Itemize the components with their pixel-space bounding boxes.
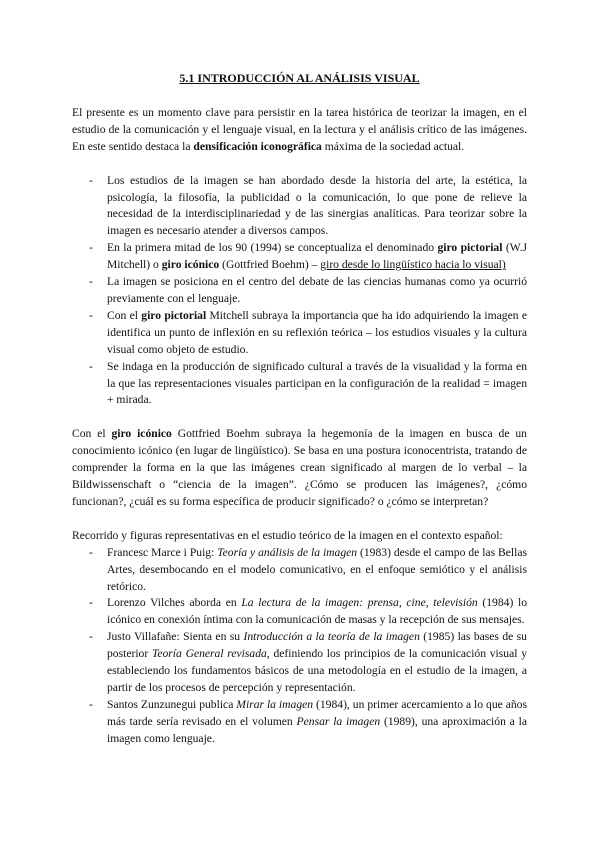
intro-text-1: El presente es un momento clave para persistir en la tarea histórica de teorizar la imagen, en el estudio de la comunicación y el lenguaje visual, en la lectura y el análisis crítico de las imágenes. En este sentido destaca la xyxy=(72,105,527,153)
giro-iconico-paragraph xyxy=(72,426,527,511)
underlined-text: giro desde lo lingüístico hacia lo visual) xyxy=(320,258,506,272)
list-item xyxy=(72,274,527,308)
list-item xyxy=(72,697,527,748)
list-item xyxy=(72,595,527,629)
list-item-text: Lorenzo Vilches aborda en xyxy=(107,596,242,610)
list-item-text: definiendo los principios de la comunicación visual y estableciendo los fundamentos básicos de una metodología en el estudio de la imagen, a partir de los procesos de percepción y representación. xyxy=(107,647,527,694)
recorrido-paragraph: Recorrido y figuras representativas en el estudio teórico de la imagen en el contexto español: xyxy=(72,528,503,542)
book-title: Pensar la imagen xyxy=(296,714,381,728)
list-item-text: Justo Villafañe: Sienta en su xyxy=(107,630,244,644)
list-item-text: Mitchell subraya la importancia que ha ido adquiriendo la imagen e identifica un punto de inflexión en su reflexión teórica – los estudios visuales y la cultura visual como objeto de estudio. xyxy=(107,308,527,356)
intro-bold-term: densificación iconográfica xyxy=(193,139,322,153)
list-item xyxy=(72,240,527,274)
book-title: La lectura de la imagen: prensa, cine, televisión xyxy=(241,596,478,610)
list-item-text: (1985) las bases de su posterior xyxy=(107,630,527,661)
list-item-text: (1984) lo icónico en conexión íntima con la comunicación de masas y la recepción de sus mensajes. xyxy=(107,596,527,627)
document-page xyxy=(72,70,527,748)
book-title: Teoría General revisada, xyxy=(151,647,270,661)
bullet-list-2 xyxy=(72,545,527,748)
list-item-text: (Gottfried Boehm) – xyxy=(219,258,321,272)
list-item-text: Se indaga en la producción de significado cultural a través de la visualidad y la forma en la que las representaciones visuales participan en la configuración de la realidad = imagen + mirada. xyxy=(107,359,527,407)
list-item-text: Santos Zunzunegui publica xyxy=(107,697,237,711)
bold-term: giro icónico xyxy=(111,427,172,441)
list-item-text: Francesc Marce i Puig: xyxy=(107,545,218,559)
list-item xyxy=(72,545,527,596)
list-item xyxy=(72,173,527,241)
list-item-text: La imagen se posiciona en el centro del debate de las ciencias humanas como ya ocurrió previamente con el lenguaje. xyxy=(107,275,527,305)
list-item-text: Los estudios de la imagen se han abordado desde la historia del arte, la estética, la psicología, la filosofía, la publicidad o la comunicación, lo que pone de relieve la necesidad de la interdisciplinariedad y de las sinergias analíticas. Para teorizar sobre la imagen es necesario atender a diversos campos. xyxy=(107,173,527,238)
page-title: 5.1 INTRODUCCIÓN AL ANÁLISIS VISUAL xyxy=(179,71,420,85)
list-item-text: (W.J Mitchell) o xyxy=(107,241,527,272)
spacer xyxy=(72,409,527,426)
bold-term: giro pictorial xyxy=(141,308,207,322)
list-item-text: (1984), un primer acercamiento a lo que años más tarde sería revisado en el volumen xyxy=(107,697,527,728)
list-item xyxy=(72,308,527,359)
book-title: Teoría y análisis de la imagen xyxy=(217,545,358,559)
list-item xyxy=(72,629,527,697)
paragraph-text: Con el xyxy=(72,427,112,441)
book-title: Mirar la imagen xyxy=(236,697,314,711)
spacer xyxy=(72,156,527,173)
bullet-list-1 xyxy=(72,173,527,410)
intro-paragraph xyxy=(72,105,527,156)
paragraph-text: Gottfried Boehm subraya la hegemonía de la imagen en busca de un conocimiento icónico (en lugar de lingüístico). Se basa en una postura iconocentrista, tratando de comprender la forma en la que las imágenes crean significado al margen de lo verbal – la Bildwissenschaft o “ciencia de la imagen”. ¿Cómo se producen las imágenes?, ¿cómo funcionan?, ¿cuál es su forma específica de producir significado? o ¿cómo se interpretan? xyxy=(72,427,527,508)
bold-term: giro icónico xyxy=(161,258,220,272)
list-item-text: (1983) desde el campo de las Bellas Artes, desembocando en el modelo comunicativo, en el enfoque semiótico y el análisis retórico. xyxy=(107,545,527,593)
intro-text-2: máxima de la sociedad actual. xyxy=(321,139,465,153)
list-item-text: (1989), una aproximación a la imagen como lenguaje. xyxy=(107,714,527,745)
spacer xyxy=(72,511,527,528)
bold-term: giro pictorial xyxy=(437,241,503,255)
list-item-text: Con el xyxy=(107,308,142,322)
list-item xyxy=(72,359,527,410)
list-item-text: En la primera mitad de los 90 (1994) se conceptualiza el denominado xyxy=(107,241,438,255)
book-title: Introducción a la teoría de la imagen xyxy=(243,630,420,644)
